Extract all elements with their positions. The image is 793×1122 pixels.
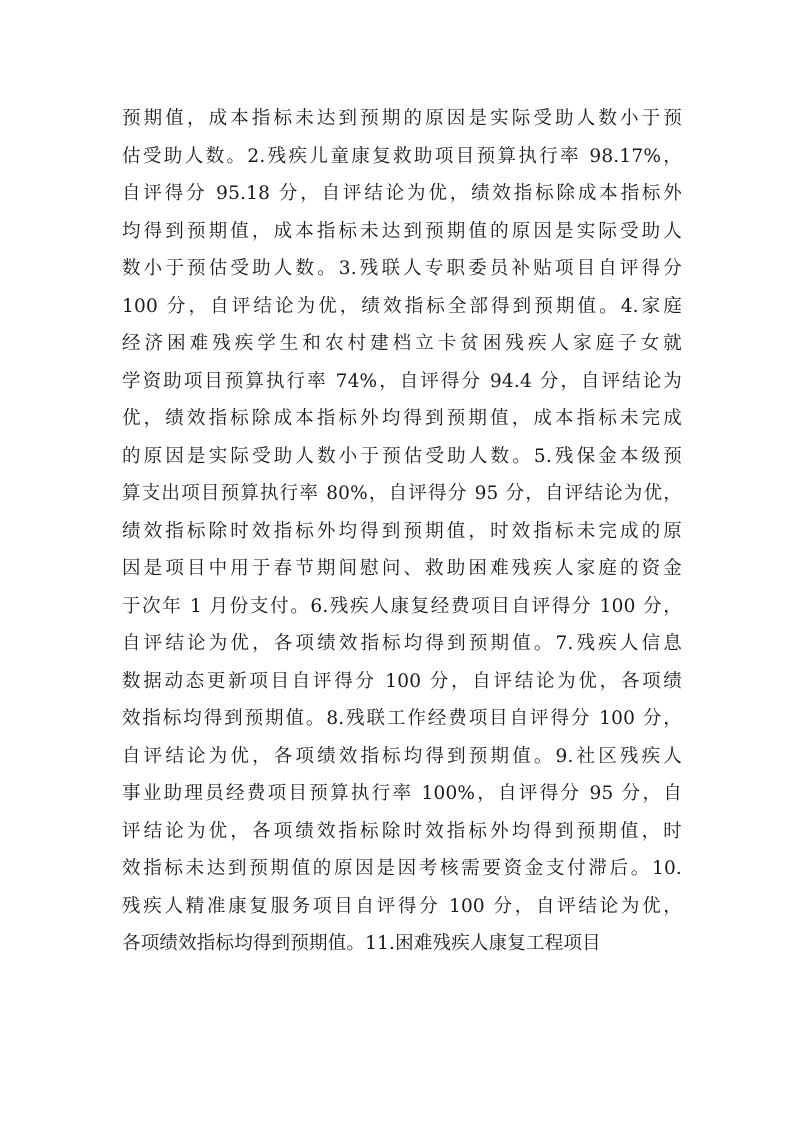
- paragraph-line: 100 分，自评结论为优，绩效指标全部得到预期值。4.家庭: [122, 295, 682, 317]
- paragraph-line: 自评结论为优，各项绩效指标均得到预期值。7.残疾人信息: [122, 633, 682, 654]
- paragraph-line: 预期值，成本指标未达到预期的原因是实际受助人数小于预: [122, 108, 682, 129]
- paragraph-line: 数小于预估受助人数。3.残联人专职委员补贴项目自评得分: [122, 258, 682, 279]
- paragraph-line: 绩效指标除时效指标外均得到预期值，时效指标未完成的原: [122, 520, 682, 542]
- paragraph-line: 学资助项目预算执行率 74%，自评得分 94.4 分，自评结论为: [122, 370, 682, 392]
- paragraph-line: 均得到预期值，成本指标未达到预期值的原因是实际受助人: [122, 220, 682, 242]
- paragraph-line: 估受助人数。2.残疾儿童康复救助项目预算执行率 98.17%，: [122, 145, 682, 167]
- paragraph-line: 优，绩效指标除成本指标外均得到预期值，成本指标未完成: [122, 408, 682, 429]
- paragraph-line: 效指标未达到预期值的原因是因考核需要资金支付滞后。10.: [122, 858, 682, 879]
- paragraph-line: 事业助理员经费项目预算执行率 100%，自评得分 95 分，自: [122, 783, 682, 804]
- paragraph-line: 残疾人精准康复服务项目自评得分 100 分，自评结论为优，: [122, 895, 682, 917]
- paragraph-line: 各项绩效指标均得到预期值。11.困难残疾人康复工程项目: [122, 933, 601, 954]
- paragraph-line: 因是项目中用于春节期间慰问、救助困难残疾人家庭的资金: [122, 558, 682, 579]
- paragraph-line: 评结论为优，各项绩效指标除时效指标外均得到预期值，时: [122, 820, 682, 842]
- paragraph-line: 经济困难残疾学生和农村建档立卡贫困残疾人家庭子女就: [122, 333, 682, 354]
- body-paragraph: [122, 100, 682, 963]
- paragraph-line: 的原因是实际受助人数小于预估受助人数。5.残保金本级预: [122, 445, 682, 467]
- paragraph-line: 数据动态更新项目自评得分 100 分，自评结论为优，各项绩: [122, 670, 682, 692]
- paragraph-line: 自评结论为优，各项绩效指标均得到预期值。9.社区残疾人: [122, 745, 682, 767]
- paragraph-line: 算支出项目预算执行率 80%，自评得分 95 分，自评结论为优，: [122, 483, 682, 504]
- paragraph-line: 于次年 1 月份支付。6.残疾人康复经费项目自评得分 100 分，: [122, 595, 682, 617]
- paragraph-line: 自评得分 95.18 分，自评结论为优，绩效指标除成本指标外: [122, 183, 682, 204]
- paragraph-line: 效指标均得到预期值。8.残联工作经费项目自评得分 100 分，: [122, 708, 682, 729]
